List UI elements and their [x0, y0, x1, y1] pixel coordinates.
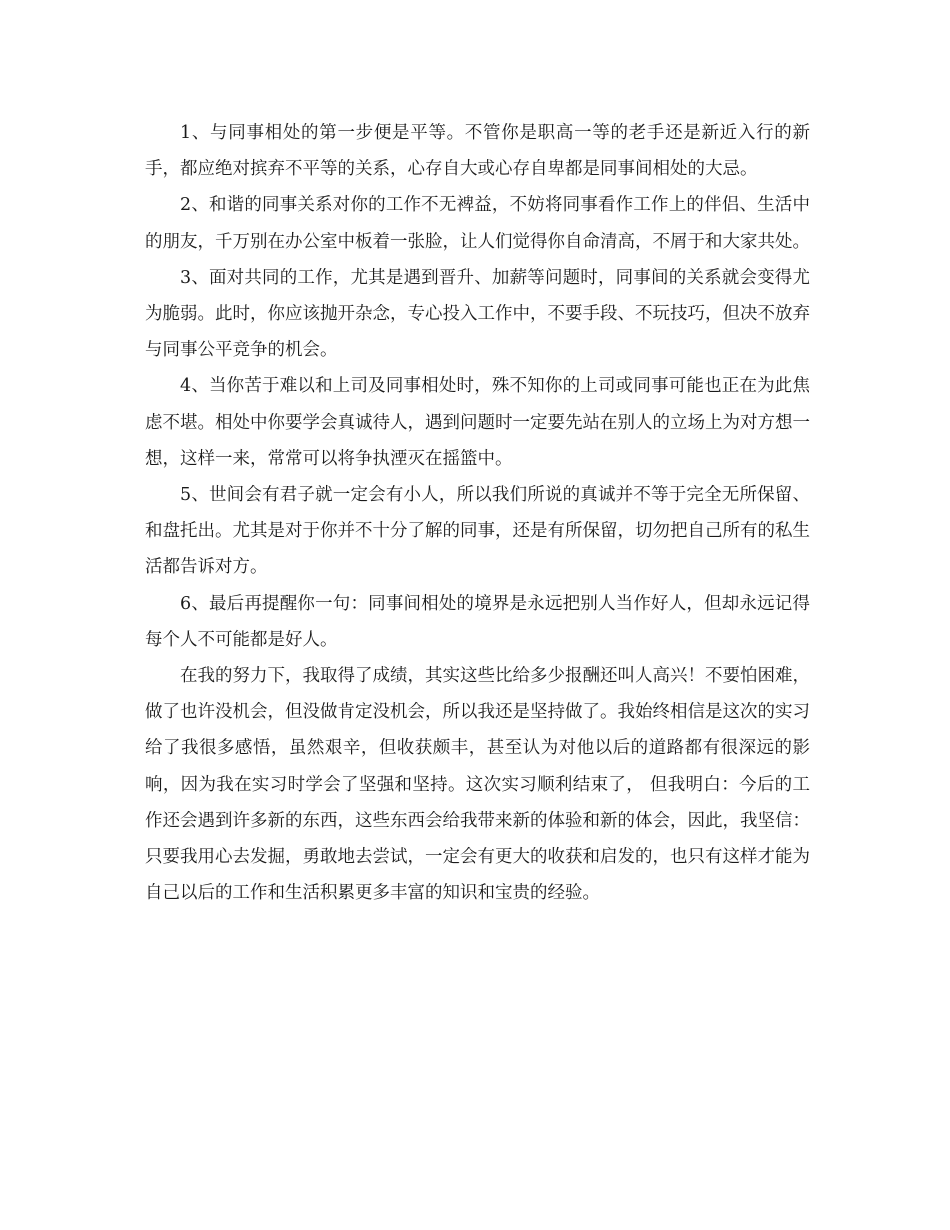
paragraph-tip-1: 1、与同事相处的第一步便是平等。不管你是职高一等的老手还是新近入行的新手，都应绝对摈弃不平等的关系，心存自大或心存自卑都是同事间相处的大忌。: [145, 123, 810, 180]
document-body: [145, 115, 810, 911]
paragraph-tip-6: 6、最后再提醒你一句：同事间相处的境界是永远把别人当作好人，但却永远记得每个人不可能都是好人。: [145, 593, 810, 650]
paragraph-tip-5: 5、世间会有君子就一定会有小人，所以我们所说的真诚并不等于完全无所保留、和盘托出。尤其是对于你并不十分了解的同事，还是有所保留，切勿把自己所有的私生活都告诉对方。: [145, 485, 810, 578]
paragraph-tip-4: 4、当你苦于难以和上司及同事相处时，殊不知你的上司或同事可能也正在为此焦虑不堪。相处中你要学会真诚待人，遇到问题时一定要先站在别人的立场上为对方想一想，这样一来，常常可以将争执湮灭在摇篮中。: [145, 376, 810, 469]
paragraph-conclusion: 在我的努力下，我取得了成绩，其实这些比给多少报酬还叫人高兴！不要怕困难，做了也许没机会，但没做肯定没机会，所以我还是坚持做了。我始终相信是这次的实习给了我很多感悟，虽然艰辛，但收获颇丰，甚至认为对他以后的道路都有很深远的影响，因为我在实习时学会了坚强和坚持。这次实习顺利结束了， 但我明白：今后的工作还会遇到许多新的东西，这些东西会给我带来新的体验和新的体会，因此，我坚信：只要我用心去发掘，勇敢地去尝试，一定会有更大的收获和启发的，也只有这样才能为自己以后的工作和生活积累更多丰富的知识和宝贵的经验。: [145, 666, 810, 904]
paragraph-tip-2: 2、和谐的同事关系对你的工作不无裨益，不妨将同事看作工作上的伴侣、生活中的朋友，千万别在办公室中板着一张脸，让人们觉得你自命清高，不屑于和大家共处。: [145, 195, 810, 252]
paragraph-tip-3: 3、面对共同的工作，尤其是遇到晋升、加薪等问题时，同事间的关系就会变得尤为脆弱。此时，你应该抛开杂念，专心投入工作中，不要手段、不玩技巧，但决不放弃与同事公平竞争的机会。: [145, 267, 810, 361]
